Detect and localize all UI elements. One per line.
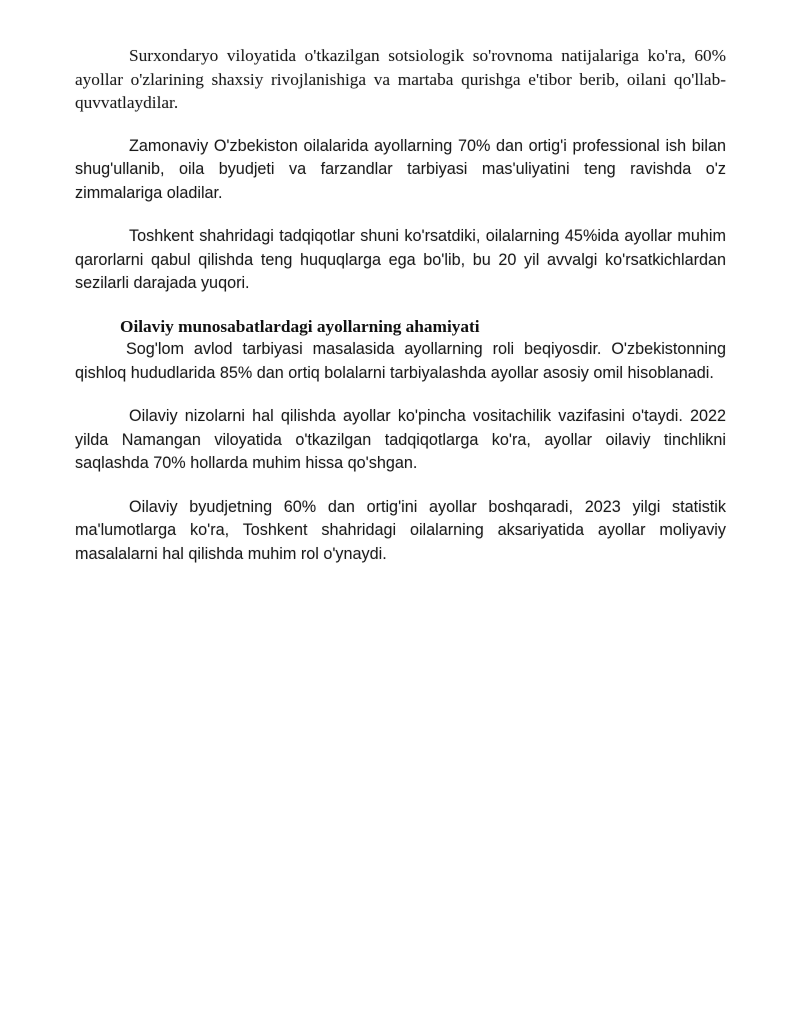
document-body xyxy=(75,44,726,566)
paragraph-surxondaryo-survey: Surxondaryo viloyatida o'tkazilgan sotsiologik so'rovnoma natijalariga ko'ra, 60% ayollar o'zlarining shaxsiy rivojlanishiga va martaba qurishga e'tibor berib, oilani qo'llab-quvvatlaydilar. xyxy=(75,46,726,112)
paragraph-modern-families: Zamonaviy O'zbekiston oilalarida ayollarning 70% dan ortig'i professional ish bilan shug'ullanib, oila byudjeti va farzandlar tarbiyasi mas'uliyatini teng ravishda o'z zimmalariga oladilar. xyxy=(75,136,726,202)
paragraph-healthy-generation: Sog'lom avlod tarbiyasi masalasida ayollarning roli beqiyosdir. O'zbekistonning qishloq hududlarida 85% dan ortiq bolalarni tarbiyalashda ayollar asosiy omil hisoblanadi. xyxy=(75,340,726,382)
paragraph-family-budget: Oilaviy byudjetning 60% dan ortig'ini ayollar boshqaradi, 2023 yilgi statistik ma'lumotlarga ko'ra, Toshkent shahridagi oilalarning aksariyatida ayollar moliyaviy masalalarni hal qilishda muhim rol o'ynaydi. xyxy=(75,497,726,563)
section-heading: Oilaviy munosabatlardagi ayollarning ahamiyati xyxy=(120,316,480,336)
paragraph-tashkent-research: Toshkent shahridagi tadqiqotlar shuni ko'rsatdiki, oilalarning 45%ida ayollar muhim qarorlarni qabul qilishda teng huquqlarga ega bo'lib, bu 20 yil avvalgi ko'rsatkichlardan sezilarli darajada yuqori. xyxy=(75,227,726,292)
paragraph-family-conflicts: Oilaviy nizolarni hal qilishda ayollar ko'pincha vositachilik vazifasini o'taydi. 2022 yilda Namangan viloyatida o'tkazilgan tadqiqotlarga ko'ra, ayollar oilaviy tinchlikni saqlashda 70% hollarda muhim hissa qo'shgan. xyxy=(75,407,726,472)
